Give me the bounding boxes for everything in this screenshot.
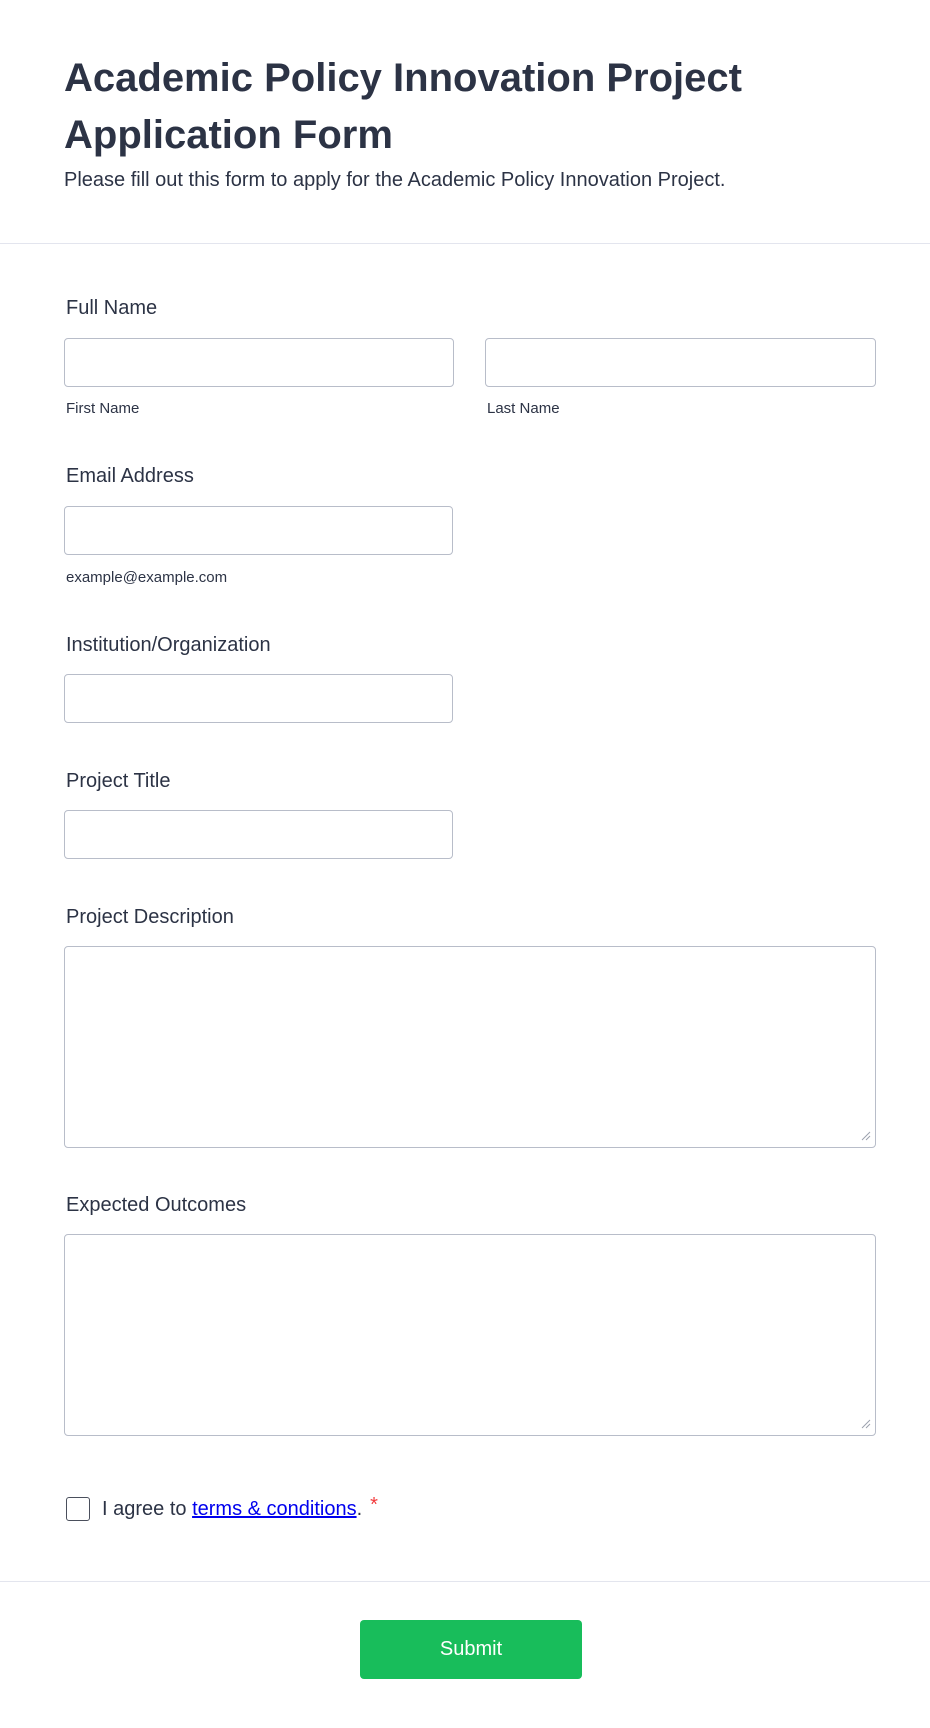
last-name-sublabel: Last Name [487,400,560,417]
resize-grip-icon[interactable] [861,1419,871,1429]
terms-prefix: I agree to [102,1498,193,1520]
project-description-label: Project Description [66,906,234,928]
terms-row [66,1493,378,1522]
first-name-sublabel: First Name [66,400,140,417]
footer-divider [0,1581,930,1582]
required-mark: * [370,1493,378,1516]
expected-outcomes-label: Expected Outcomes [66,1194,247,1216]
form-header [0,0,930,244]
form-title: Academic Policy Innovation Project Application Form [64,56,742,157]
first-name-input[interactable] [64,338,454,387]
form-subtitle: Please fill out this form to apply for the Academic Policy Innovation Project. [64,169,726,191]
institution-label: Institution/Organization [66,634,271,656]
terms-text [102,1496,362,1522]
email-input[interactable] [64,506,453,555]
project-title-label: Project Title [66,770,171,792]
expected-outcomes-textarea[interactable] [64,1234,876,1436]
terms-checkbox[interactable] [66,1497,90,1521]
email-sublabel: example@example.com [66,569,228,586]
resize-grip-icon[interactable] [861,1131,871,1141]
project-title-input[interactable] [64,810,453,859]
institution-input[interactable] [64,674,453,723]
terms-suffix: . [356,1498,363,1520]
terms-link[interactable]: terms & conditions [192,1498,357,1520]
submit-button[interactable]: Submit [360,1620,582,1679]
last-name-input[interactable] [485,338,876,387]
full-name-label: Full Name [66,297,158,319]
project-description-textarea[interactable] [64,946,876,1148]
email-label: Email Address [66,465,194,487]
